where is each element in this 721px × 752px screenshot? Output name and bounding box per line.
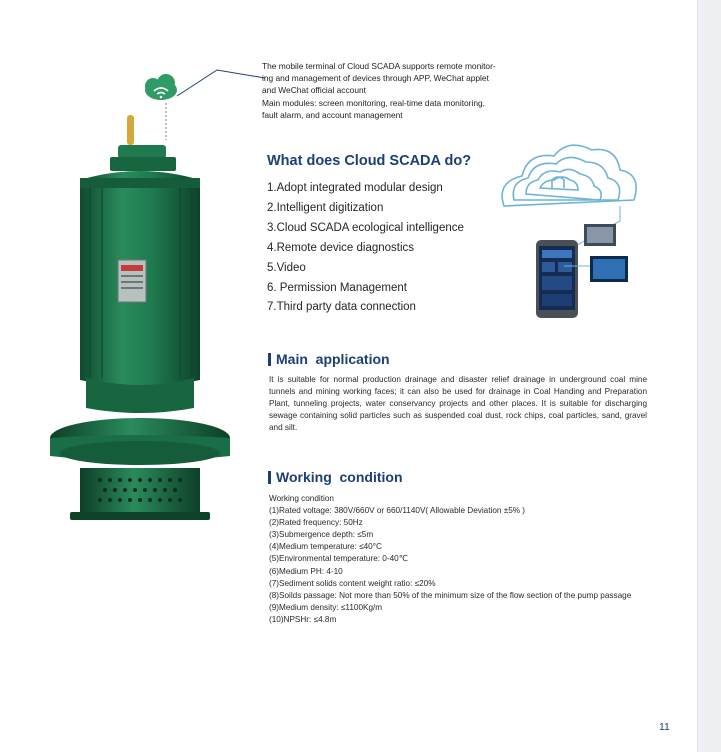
mobile-terminal-description [262,60,524,121]
scada-feature-item: 4.Remote device diagnostics [267,241,415,254]
scada-feature-item: 6. Permission Management [267,281,407,294]
condition-item: (4)Medium temperature: ≤40°C [269,542,382,552]
page-edge-strip [697,0,721,752]
scada-feature-list [267,179,464,318]
title-bar [268,353,271,366]
mobile-text-line: fault alarm, and account management [262,109,403,120]
scada-title: What does Cloud SCADA do? [267,153,472,169]
mobile-text-line: Main modules: screen monitoring, real-time data monitoring, [262,97,485,108]
working-condition-title [268,469,403,485]
scada-feature-item: 3.Cloud SCADA ecological intelligence [267,221,464,234]
condition-item: (9)Medium density: ≤1100Kg/m [269,602,383,612]
condition-item: Working condition [269,494,334,503]
cloud-scada-graphic [492,136,642,321]
main-application-title-text: Main application [276,351,390,367]
scada-feature-item: 1.Adopt integrated modular design [267,182,443,194]
condition-item: (2)Rated frequency: 50Hz [269,518,363,528]
condition-item: (6)Medium PH: 4-10 [269,566,343,576]
scada-feature-item: 5.Video [267,261,306,274]
page-number: 11 [659,721,670,733]
mobile-text-line: The mobile terminal of Cloud SCADA supports remote monitor- [262,61,496,71]
scada-feature-item: 2.Intelligent digitization [267,201,384,214]
working-condition-list [269,493,649,626]
cloud-outline-icon [502,145,636,206]
main-application-body: It is suitable for normal production drainage and disaster relief drainage in underground coal mine tunnels and mining working faces; it can also be used for drainage in Coal Handing and Preparation Plant, tunneling projects, water conservancy projects and other places. It is suitable for discharging sewage containing solid particles such as suspended coal dust, rock chips, coal particles, sand, gravel and silt. [269,375,647,433]
condition-item: (10)NPSHr: ≤4.8m [269,614,337,624]
working-condition-title-text: Working condition [276,469,403,485]
condition-item: (8)Soilds passage: Not more than 50% of the minimum size of the flow section of the pump passage [269,590,632,600]
title-bar [268,471,271,484]
scada-feature-item: 7.Third party data connection [267,301,416,314]
mining-pump-image [40,60,240,560]
wifi-cloud-icon [145,74,177,100]
mobile-text-line: and WeChat official account [262,85,366,96]
mobile-text-line: ing and management of devices through APP, WeChat applet [262,73,489,84]
callout-line [175,68,270,98]
condition-item: (5)Environmental temperature: 0-40℃ [269,554,408,564]
condition-item: (3)Submergence depth: ≤5m [269,530,374,540]
main-application-title [268,351,390,367]
condition-item: (1)Rated voltage: 380V/660V or 660/1140V( Allowable Deviation ±5% ) [269,506,526,516]
condition-item: (7)Sediment solids content weight ratio: ≤20% [269,578,436,588]
